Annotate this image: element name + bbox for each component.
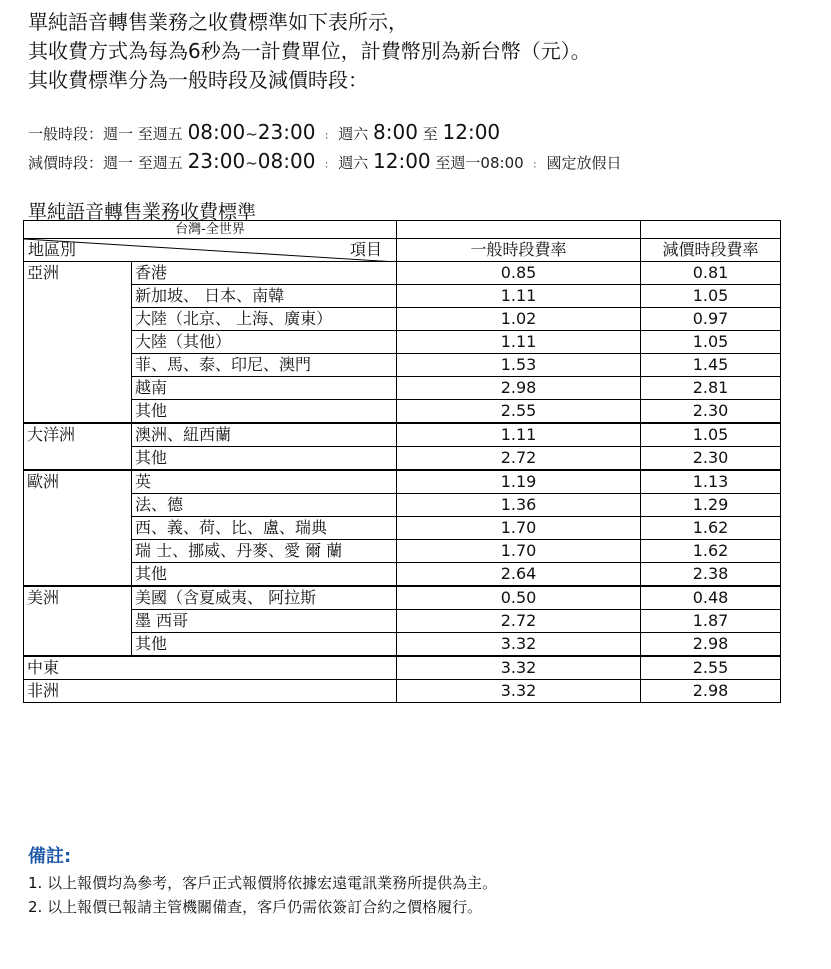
table-title: 單純語音轉售業務收費標準 bbox=[28, 201, 257, 223]
offpeak-rate-cell: 1.45 bbox=[641, 354, 781, 377]
offpeak-rate-cell: 0.81 bbox=[641, 262, 781, 285]
item-cell: 香港 bbox=[132, 262, 397, 285]
peak-rate-cell: 1.11 bbox=[397, 423, 641, 447]
peak-rate-cell: 0.85 bbox=[397, 262, 641, 285]
notes bbox=[28, 845, 497, 919]
rate-table bbox=[23, 220, 781, 703]
peak-rate-cell: 1.53 bbox=[397, 354, 641, 377]
peak-rate-cell: 2.64 bbox=[397, 563, 641, 587]
peak-rate-cell: 1.02 bbox=[397, 308, 641, 331]
peak-rate-cell: 3.32 bbox=[397, 680, 641, 703]
peak-time-3: 8:00 bbox=[373, 120, 418, 144]
peak-rate-cell: 1.11 bbox=[397, 331, 641, 354]
offpeak-tilde: ~ bbox=[245, 154, 258, 172]
item-cell: 其他 bbox=[132, 563, 397, 587]
peak-rate-cell: 2.72 bbox=[397, 610, 641, 633]
region-cell: 美洲 bbox=[24, 586, 132, 656]
table-row bbox=[24, 517, 781, 540]
header-region: 地區別 bbox=[28, 240, 77, 259]
offpeak-rate-cell: 1.05 bbox=[641, 423, 781, 447]
offpeak-saturday: 週六 bbox=[338, 154, 369, 172]
table-row bbox=[24, 563, 781, 587]
offpeak-hours bbox=[28, 149, 621, 173]
header-item: 項目 bbox=[350, 240, 383, 259]
diagonal-divider bbox=[24, 239, 397, 262]
offpeak-rate-cell: 2.55 bbox=[641, 656, 781, 680]
peak-time-4: 12:00 bbox=[442, 120, 501, 144]
item-cell: 墨 西哥 bbox=[132, 610, 397, 633]
peak-rate-cell: 1.19 bbox=[397, 470, 641, 494]
peak-label: 一般時段：週一 至週五 bbox=[28, 125, 183, 143]
region-cell: 大洋洲 bbox=[24, 423, 132, 470]
table-row bbox=[24, 470, 781, 494]
peak-rate-cell: 3.32 bbox=[397, 633, 641, 657]
table-row bbox=[24, 308, 781, 331]
peak-saturday: 週六 bbox=[338, 125, 369, 143]
item-cell: 美國（含夏威夷、 阿拉斯 bbox=[132, 586, 397, 610]
table-row bbox=[24, 656, 781, 680]
item-cell: 其他 bbox=[132, 633, 397, 657]
peak-hours bbox=[28, 120, 500, 144]
item-cell: 其他 bbox=[132, 447, 397, 471]
offpeak-rate-cell: 2.98 bbox=[641, 633, 781, 657]
item-cell: 法、德 bbox=[132, 494, 397, 517]
note-2: 2. 以上報價已報請主管機關備查，客戶仍需依簽訂合約之價格履行。 bbox=[28, 898, 483, 916]
offpeak-rate-cell: 2.30 bbox=[641, 400, 781, 424]
offpeak-rate-cell: 0.48 bbox=[641, 586, 781, 610]
offpeak-rate-cell: 1.05 bbox=[641, 285, 781, 308]
peak-rate-cell: 2.72 bbox=[397, 447, 641, 471]
offpeak-rate-cell: 2.38 bbox=[641, 563, 781, 587]
offpeak-time-1: 23:00 bbox=[187, 149, 246, 173]
offpeak-rate-cell: 1.29 bbox=[641, 494, 781, 517]
intro-line-2: 其收費方式為每為6秒為一計費單位，計費幣別為新台幣（元）。 bbox=[28, 39, 591, 63]
route-empty-2 bbox=[641, 221, 781, 239]
table-row bbox=[24, 423, 781, 447]
peak-rate-cell: 1.11 bbox=[397, 285, 641, 308]
note-1: 1. 以上報價均為參考，客戶正式報價將依據宏遠電訊業務所提供為主。 bbox=[28, 874, 498, 892]
table-row bbox=[24, 540, 781, 563]
intro-text bbox=[28, 8, 591, 95]
offpeak-rate-cell: 2.98 bbox=[641, 680, 781, 703]
peak-rate-cell: 1.36 bbox=[397, 494, 641, 517]
offpeak-rate-cell: 1.87 bbox=[641, 610, 781, 633]
offpeak-rate-cell: 2.81 bbox=[641, 377, 781, 400]
peak-rate-cell: 0.50 bbox=[397, 586, 641, 610]
table-row bbox=[24, 447, 781, 471]
offpeak-time-2: 08:00 bbox=[257, 149, 316, 173]
item-cell: 越南 bbox=[132, 377, 397, 400]
offpeak-holiday: 國定放假日 bbox=[546, 154, 622, 172]
header-region-item bbox=[24, 239, 397, 262]
offpeak-rate-cell: 1.13 bbox=[641, 470, 781, 494]
offpeak-rate-cell: 1.62 bbox=[641, 517, 781, 540]
offpeak-label: 減價時段：週一 至週五 bbox=[28, 154, 183, 172]
table-row bbox=[24, 331, 781, 354]
intro-line-3: 其收費標準分為一般時段及減價時段： bbox=[28, 68, 368, 92]
table-row bbox=[24, 494, 781, 517]
route-label: 台灣-全世界 bbox=[24, 221, 397, 239]
item-cell: 瑞 士、挪威、丹麥、愛 爾 蘭 bbox=[132, 540, 397, 563]
table-row bbox=[24, 633, 781, 657]
table-row bbox=[24, 285, 781, 308]
offpeak-colon-2: ： bbox=[532, 160, 543, 171]
region-cell: 亞洲 bbox=[24, 262, 132, 424]
route-empty-1 bbox=[397, 221, 641, 239]
peak-rate-cell: 2.55 bbox=[397, 400, 641, 424]
offpeak-rate-cell: 1.05 bbox=[641, 331, 781, 354]
table-row bbox=[24, 610, 781, 633]
item-cell: 西、義、荷、比、盧、瑞典 bbox=[132, 517, 397, 540]
item-cell: 其他 bbox=[132, 400, 397, 424]
peak-colon: ： bbox=[324, 131, 335, 142]
table-row bbox=[24, 400, 781, 424]
peak-rate-cell: 1.70 bbox=[397, 540, 641, 563]
table-row bbox=[24, 680, 781, 703]
item-cell: 新加坡、 日本、南韓 bbox=[132, 285, 397, 308]
peak-rate-cell: 2.98 bbox=[397, 377, 641, 400]
header-peak-rate: 一般時段費率 bbox=[397, 239, 641, 262]
item-cell: 大陸（北京、 上海、廣東） bbox=[132, 308, 397, 331]
peak-time-1: 08:00 bbox=[187, 120, 246, 144]
table-row bbox=[24, 354, 781, 377]
item-cell: 菲、馬、泰、印尼、澳門 bbox=[132, 354, 397, 377]
item-cell: 澳洲、紐西蘭 bbox=[132, 423, 397, 447]
header-offpeak-rate: 減價時段費率 bbox=[641, 239, 781, 262]
region-cell: 中東 bbox=[24, 656, 397, 680]
table-row bbox=[24, 377, 781, 400]
offpeak-to-monday: 至週一08:00 bbox=[435, 154, 524, 172]
table-row bbox=[24, 586, 781, 610]
offpeak-colon-1: ： bbox=[324, 160, 335, 171]
region-cell: 歐洲 bbox=[24, 470, 132, 586]
peak-to: 至 bbox=[422, 125, 438, 143]
item-cell: 英 bbox=[132, 470, 397, 494]
offpeak-rate-cell: 1.62 bbox=[641, 540, 781, 563]
peak-rate-cell: 3.32 bbox=[397, 656, 641, 680]
peak-time-2: 23:00 bbox=[257, 120, 316, 144]
peak-tilde: ~ bbox=[245, 125, 258, 143]
peak-rate-cell: 1.70 bbox=[397, 517, 641, 540]
offpeak-rate-cell: 0.97 bbox=[641, 308, 781, 331]
item-cell: 大陸（其他） bbox=[132, 331, 397, 354]
notes-title: 備註: bbox=[28, 846, 72, 867]
offpeak-time-3: 12:00 bbox=[373, 149, 431, 173]
intro-line-1: 單純語音轉售業務之收費標準如下表所示， bbox=[28, 10, 408, 34]
table-row bbox=[24, 262, 781, 285]
offpeak-rate-cell: 2.30 bbox=[641, 447, 781, 471]
region-cell: 非洲 bbox=[24, 680, 397, 703]
